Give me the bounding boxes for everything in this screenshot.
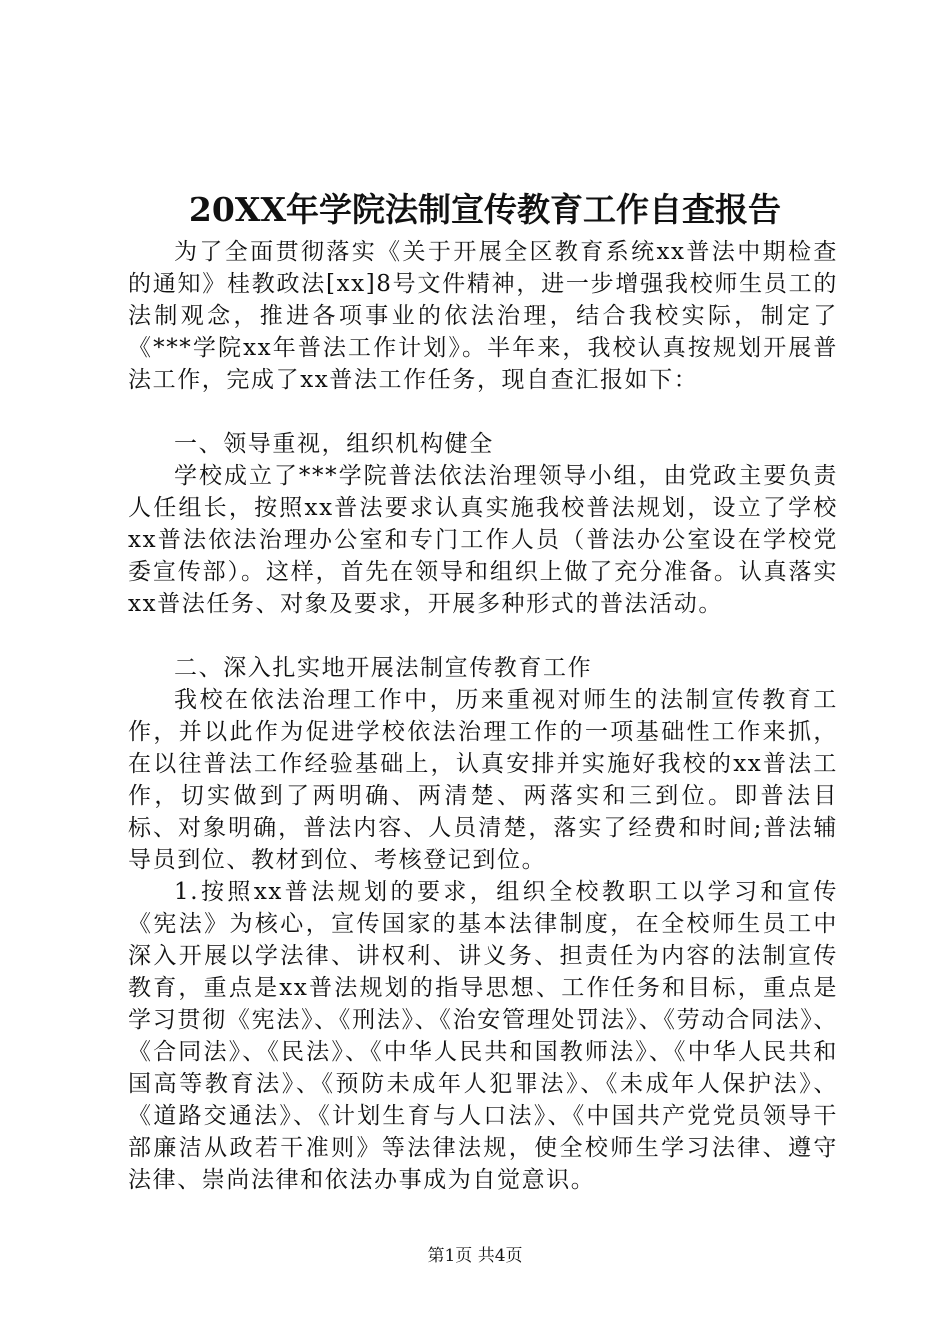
paragraph-gap <box>128 620 838 652</box>
section1-paragraph: 学校成立了***学院普法依法治理领导小组，由党政主要负责人任组长，按照xx普法要求认真实施我校普法规划，设立了学校xx普法依法治理办公室和专门工作人员（普法办公室设在学校党委宣传部）。这样，首先在领导和组织上做了充分准备。认真落实xx普法任务、对象及要求，开展多种形式的普法活动。 <box>128 463 838 617</box>
page-footer: 第1页 共4页 <box>427 1246 523 1266</box>
document-body <box>128 236 838 1196</box>
intro-paragraph: 为了全面贯彻落实《关于开展全区教育系统xx普法中期检查的通知》桂教政法[xx]8号文件精神，进一步增强我校师生员工的法制观念，推进各项事业的依法治理，结合我校实际，制定了《***学院xx年普法工作计划》。半年来，我校认真按规划开展普法工作，完成了xx普法工作任务，现自查汇报如下： <box>128 239 838 393</box>
item1-paragraph: 1.按照xx普法规划的要求，组织全校教职工以学习和宣传《宪法》为核心，宣传国家的基本法律制度，在全校师生员工中深入开展以学法律、讲权利、讲义务、担责任为内容的法制宣传教育，重点是xx普法规划的指导思想、工作任务和目标，重点是学习贯彻《宪法》、《刑法》、《治安管理处罚法》、《劳动合同法》、《合同法》、《民法》、《中华人民共和国教师法》、《中华人民共和国高等教育法》、《预防未成年人犯罪法》、《未成年人保护法》、《道路交通法》、《计划生育与人口法》、《中国共产党党员领导干部廉洁从政若干准则》等法律法规，使全校师生学习法律、遵守法律、崇尚法律和依法办事成为自觉意识。 <box>128 879 838 1193</box>
document-title: 20XX年学院法制宣传教育工作自查报告 <box>188 190 782 229</box>
section1-heading: 一、领导重视，组织机构健全 <box>174 431 494 457</box>
section2-heading: 二、深入扎实地开展法制宣传教育工作 <box>174 655 593 681</box>
section2-paragraph: 我校在依法治理工作中，历来重视对师生的法制宣传教育工作，并以此作为促进学校依法治理工作的一项基础性工作来抓，在以往普法工作经验基础上，认真安排并实施好我校的xx普法工作，切实做到了两明确、两清楚、两落实和三到位。即普法目标、对象明确，普法内容、人员清楚，落实了经费和时间;普法辅导员到位、教材到位、考核登记到位。 <box>128 687 838 873</box>
paragraph-gap <box>128 396 838 428</box>
